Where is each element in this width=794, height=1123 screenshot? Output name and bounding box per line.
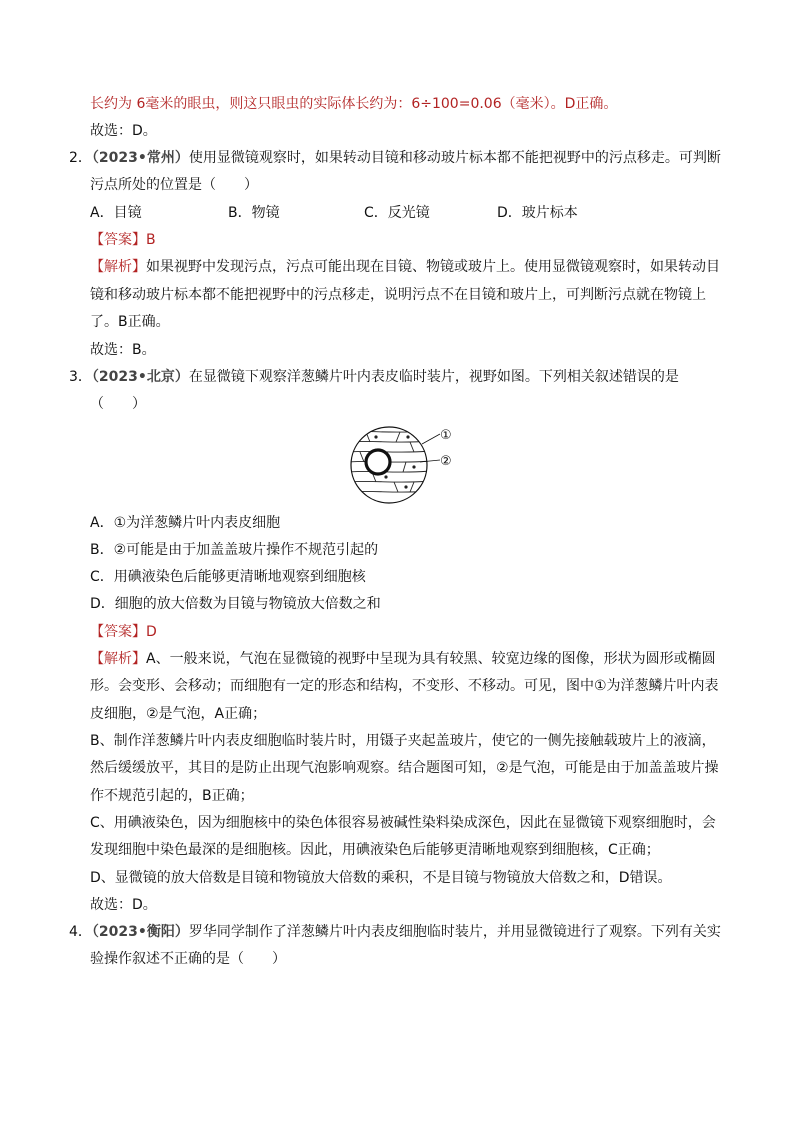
q4-source: （2023•衡阳） xyxy=(91,924,189,940)
intro-line-1: 长约为 6毫米的眼虫，则这只眼虫的实际体长约为：6÷100=0.06（毫米）。D正确。 xyxy=(90,96,618,112)
q3-answer xyxy=(90,622,157,642)
q3-number: 3． xyxy=(69,369,92,385)
q2-option-a: A．目镜 xyxy=(90,205,142,221)
q3-option-a: A．①为洋葱鳞片叶内表皮细胞 xyxy=(90,515,281,531)
q3-analysis-line-7: C、用碘液染色，因为细胞核中的染色体很容易被碱性染料染成深色，因此在显微镜下观察细胞时，会 xyxy=(90,815,716,831)
q3-conclusion: 故选：D。 xyxy=(90,897,157,913)
q3-analysis-line-1 xyxy=(90,649,716,669)
q2-analysis-label: 【解析】 xyxy=(90,259,146,275)
q3-analysis-line-2: 形。会变形、会移动；而细胞有一定的形态和结构，不变形、不移动。可见，图中①为洋葱鳞片叶内表 xyxy=(90,678,719,694)
q2-analysis-text-1: 如果视野中发现污点，污点可能出现在目镜、物镜或玻片上。使用显微镜观察时，如果转动目 xyxy=(146,259,720,275)
q4-stem-text: 罗华同学制作了洋葱鳞片叶内表皮细胞临时装片，并用显微镜进行了观察。下列有关实 xyxy=(188,924,721,940)
q2-stem-text: 使用显微镜观察时，如果转动目镜和移动玻片标本都不能把视野中的污点移走。可判断 xyxy=(188,150,721,166)
q4-stem-line-1 xyxy=(69,922,721,942)
q3-option-b: B．②可能是由于加盖盖玻片操作不规范引起的 xyxy=(90,542,379,558)
q3-answer-label: 【答案】 xyxy=(90,624,146,640)
q2-option-b: B．物镜 xyxy=(228,205,280,221)
q2-stem-line-1 xyxy=(69,148,721,168)
q2-source: （2023•常州） xyxy=(91,150,189,166)
q2-analysis-line-3: 了。B正确。 xyxy=(90,314,170,330)
q2-option-c: C．反光镜 xyxy=(364,205,430,221)
q2-analysis-line-2: 镜和移动玻片标本都不能把视野中的污点移走，说明污点不在目镜和玻片上，可判断污点就在物镜上 xyxy=(90,287,706,303)
q2-options xyxy=(90,203,578,223)
q4-number: 4． xyxy=(69,924,92,940)
q4-stem-line-2: 验操作叙述不正确的是（ ） xyxy=(90,951,286,967)
q2-number: 2． xyxy=(69,150,92,166)
q3-analysis-line-4: B、制作洋葱鳞片叶内表皮细胞临时装片时，用镊子夹起盖玻片，使它的一侧先接触载玻片上的液滴， xyxy=(90,733,716,749)
microscope-field-figure xyxy=(348,420,472,510)
q3-option-d: D．细胞的放大倍数为目镜与物镜放大倍数之和 xyxy=(90,596,381,612)
q3-stem-text: 在显微镜下观察洋葱鳞片叶内表皮临时装片，视野如图。下列相关叙述错误的是 xyxy=(188,369,679,385)
q3-source: （2023•北京） xyxy=(91,369,189,385)
air-bubble xyxy=(366,450,390,474)
q3-stem-line-2: （ ） xyxy=(90,396,146,412)
q2-answer xyxy=(90,230,156,250)
q3-analysis-line-8: 发现细胞中染色最深的是细胞核。因此，用碘液染色后能够更清晰地观察到细胞核，C正确； xyxy=(90,842,660,858)
q2-stem-line-2: 污点所处的位置是（ ） xyxy=(90,177,258,193)
q2-answer-label: 【答案】 xyxy=(90,232,146,248)
q3-analysis-line-3: 皮细胞，②是气泡，A正确； xyxy=(90,706,267,722)
q2-answer-value: B xyxy=(146,232,156,248)
q3-analysis-line-6: 作不规范引起的，B正确； xyxy=(90,788,254,804)
q2-analysis-line-1 xyxy=(90,257,720,277)
q3-analysis-text-1: A、一般来说，气泡在显微镜的视野中呈现为具有较黑、较宽边缘的图像，形状为圆形或椭圆 xyxy=(146,651,716,667)
figure-label-2: ② xyxy=(440,454,452,469)
q2-conclusion: 故选：B。 xyxy=(90,342,156,358)
q3-answer-value: D xyxy=(146,624,157,640)
q3-analysis-line-5: 然后缓缓放平，其目的是防止出现气泡影响观察。结合题图可知，②是气泡，可能是由于加盖盖玻片操 xyxy=(90,760,719,776)
q3-analysis-line-9: D、显微镜的放大倍数是目镜和物镜放大倍数的乘积，不是目镜与物镜放大倍数之和，D错误。 xyxy=(90,870,672,886)
intro-conclusion: 故选：D。 xyxy=(90,123,157,139)
figure-label-1: ① xyxy=(440,428,452,443)
q3-stem-line-1 xyxy=(69,367,679,387)
q3-analysis-label: 【解析】 xyxy=(90,651,146,667)
q3-option-c: C．用碘液染色后能够更清晰地观察到细胞核 xyxy=(90,569,366,585)
q2-option-d: D．玻片标本 xyxy=(497,205,578,221)
